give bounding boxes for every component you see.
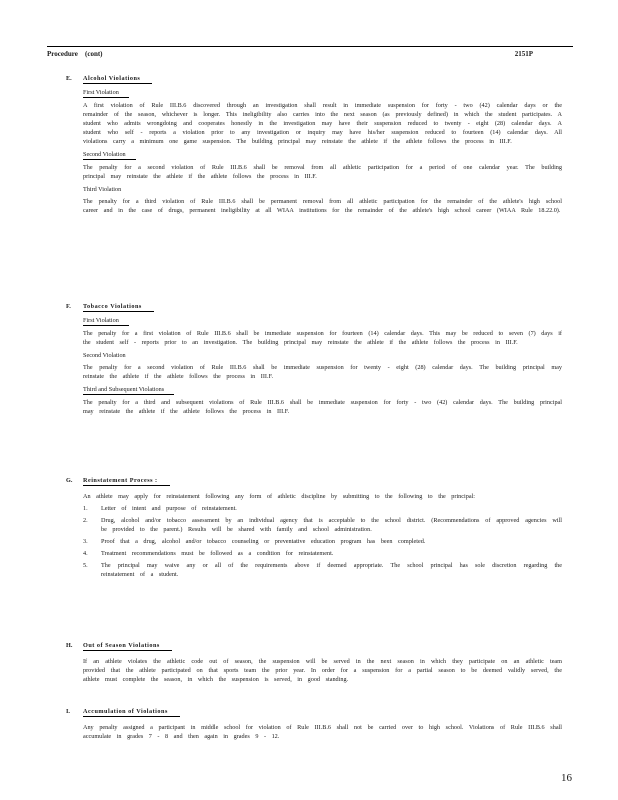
- section-title: Tobacco Violations: [83, 302, 154, 312]
- section-heading: [66, 641, 562, 651]
- subsection-title: First Violation: [83, 316, 129, 326]
- section-letter: H.: [66, 642, 73, 649]
- section-tobacco-violations: [66, 302, 562, 416]
- paragraph: Any penalty assigned a participant in middle school for violation of Rule III.B.6 shall not be carried over to high school. Violations of Rule III.B.6 shall accumulate in grades 7 - 8 and then again in grades 9 - 12.: [83, 724, 562, 740]
- list-item-text: Letter of intent and purpose of reinstatement.: [101, 505, 237, 512]
- subsection-title: Third and Subsequent Violations: [83, 385, 174, 395]
- paragraph: If an athlete violates the athletic code out of season, the suspension will be served in the next season in which they participate on an athletic team provided that the athlete participated on that sports team the prior year. In order for a suspension for a partial season to be deemed validly served, the athlete must complete the season, in which the suspension is served, in good standing.: [83, 658, 562, 683]
- list-item-number: 4.: [83, 550, 88, 557]
- section-title: Out of Season Violations: [83, 641, 172, 651]
- header-policy-code: 2151P: [514, 50, 533, 58]
- section-heading: [66, 707, 562, 717]
- section-letter: F.: [66, 303, 71, 310]
- list-item: [83, 537, 562, 546]
- subsection-title: First Violation: [83, 88, 129, 98]
- section-out-of-season-violations: [66, 641, 562, 684]
- section-letter: E.: [66, 75, 72, 82]
- list-item: [83, 504, 562, 513]
- page-number: 16: [561, 772, 572, 784]
- list-item-text: Treatment recommendations must be followed as a condition for reinstatement.: [101, 550, 334, 557]
- paragraph: The penalty for a second violation of Rule III.B.6 shall be removal from all athletic participation for a period of one calendar year. The building principal may reinstate the athlete if the athlete follows the process in III.F.: [83, 164, 562, 180]
- section-reinstatement-process: [66, 476, 562, 579]
- header-rule: [47, 46, 573, 47]
- requirements-list: [83, 504, 562, 579]
- paragraph: The penalty for a second violation of Rule III.B.6 shall be immediate suspension for twenty - eight (28) calendar days. The building principal may reinstate the athlete if the athlete follows the process in III.F.: [83, 364, 562, 380]
- list-item-number: 2.: [83, 517, 88, 524]
- list-item-number: 1.: [83, 505, 88, 512]
- paragraph: An athlete may apply for reinstatement following any form of athletic discipline by submitting to the following to the principal:: [83, 493, 476, 500]
- section-heading: [66, 476, 562, 486]
- subsection-title: Second Violation: [83, 150, 136, 160]
- header-procedure: Procedure: [47, 50, 78, 58]
- list-item: [83, 549, 562, 558]
- section-heading: [66, 74, 562, 84]
- section-title: Alcohol Violations: [83, 74, 152, 84]
- paragraph: The penalty for a third violation of Rule III.B.6 shall be permanent removal from all athletic participation for the remainder of the athlete's high school career and in the case of drugs, permanent ineligibility at all WIAA institutions for the remainder of the athlete's high school career (WIAA Rule 18.22.0).: [83, 198, 562, 214]
- list-item-text: Drug, alcohol and/or tobacco assessment by an individual agency that is acceptable to the school district. (Recommendations of approved agencies will be provided to the parent.) Results will be shared with family and school administration.: [101, 517, 562, 533]
- section-accumulation-of-violations: [66, 707, 562, 741]
- subsection-title: Second Violation: [83, 352, 126, 359]
- section-title: Accumulation of Violations: [83, 707, 180, 717]
- header-cont: (cont): [85, 50, 103, 58]
- section-alcohol-violations: [66, 74, 562, 215]
- subsection-title: Third Violation: [83, 186, 122, 193]
- section-title: Reinstatement Process :: [83, 476, 170, 486]
- paragraph: A first violation of Rule III.B.6 discovered through an investigation shall result in immediate suspension for forty - two (42) calendar days or the remainder of the season, whichever is longer. This ineligibility also carries into the next season (as previously defined) in which the student participates. A student who admits wrongdoing and cooperates honestly in the investigation may have their suspension reduced to twenty - eight (28) calendar days. A student who self - reports a violation prior to any investigation or inquiry may have his/her suspension reduced to fourteen (14) calendar days. All violations carry a minimum one game suspension. The building principal may reinstate the athlete if the athlete follows the process in III.F.: [83, 102, 562, 145]
- list-item-text: Proof that a drug, alcohol and/or tobacco counseling or preventative education program has been completed.: [101, 538, 426, 545]
- list-item-text: The principal may waive any or all of the requirements above if deemed appropriate. The school principal has sole discretion regarding the reinstatement of a student.: [101, 562, 562, 578]
- list-item-number: 5.: [83, 562, 88, 569]
- section-letter: G.: [66, 477, 73, 484]
- section-letter: I.: [66, 708, 70, 715]
- paragraph: The penalty for a first violation of Rule III.B.6 shall be immediate suspension for fourteen (14) calendar days. This may be reduced to seven (7) days if the student self - reports prior to an investigation. The building principal may reinstate the athlete if the athlete follows the process in III.F.: [83, 330, 562, 346]
- list-item: [83, 561, 562, 579]
- section-heading: [66, 302, 562, 312]
- list-item-number: 3.: [83, 538, 88, 545]
- list-item: [83, 516, 562, 534]
- paragraph: The penalty for a third and subsequent violations of Rule III.B.6 shall be immediate suspension for forty - two (42) calendar days. The building principal may reinstate the athlete if the athlete follows the process in III.F.: [83, 399, 562, 415]
